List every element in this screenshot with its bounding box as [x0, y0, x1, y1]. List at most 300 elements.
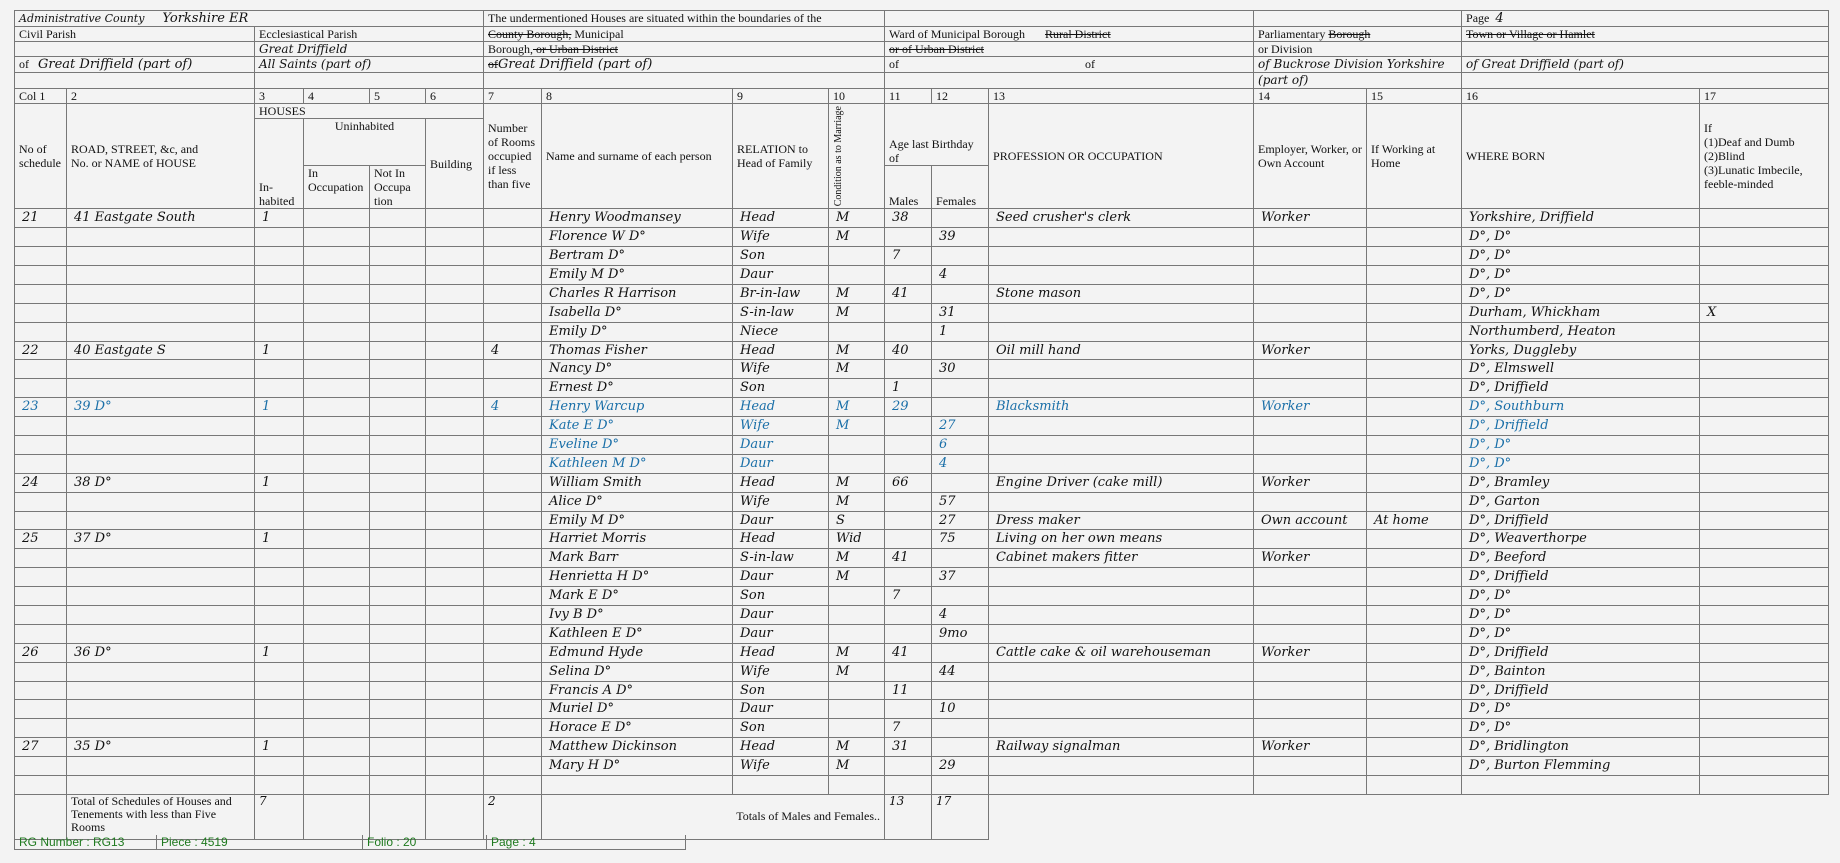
in-occupation-cell — [304, 587, 370, 606]
not-in-occupation-cell — [370, 530, 426, 549]
census-row — [15, 700, 1829, 719]
census-row — [15, 454, 1829, 473]
employment-status: Worker — [1254, 473, 1367, 492]
infirmity — [1700, 757, 1829, 776]
inhabited-count — [255, 492, 304, 511]
census-row — [15, 303, 1829, 322]
person-name: Harriet Morris — [542, 530, 733, 549]
in-occupation-cell — [304, 662, 370, 681]
building-cell — [426, 681, 484, 700]
female-age: 9mo — [932, 624, 989, 643]
schedule-number — [15, 265, 67, 284]
schedule-number — [15, 379, 67, 398]
occupation — [989, 605, 1254, 624]
person-name: Henry Warcup — [542, 398, 733, 417]
occupation — [989, 492, 1254, 511]
inhabited-count: 1 — [255, 643, 304, 662]
infirmity — [1700, 284, 1829, 303]
rooms-count — [484, 643, 542, 662]
employment-status — [1254, 662, 1367, 681]
employment-status — [1254, 719, 1367, 738]
building-cell — [426, 719, 484, 738]
rooms-count — [484, 492, 542, 511]
not-in-occupation-cell — [370, 700, 426, 719]
census-row — [15, 492, 1829, 511]
female-age: 27 — [932, 417, 989, 436]
female-age — [932, 473, 989, 492]
working-at-home — [1367, 265, 1462, 284]
inhabited-count — [255, 757, 304, 776]
inhabited-count — [255, 417, 304, 436]
road-address — [67, 568, 255, 587]
infirmity — [1700, 719, 1829, 738]
marital-condition: M — [829, 757, 885, 776]
person-name: Florence W D° — [542, 228, 733, 247]
occupation — [989, 757, 1254, 776]
male-age: 1 — [885, 379, 932, 398]
rooms-count — [484, 738, 542, 757]
road-address — [67, 662, 255, 681]
female-age: 4 — [932, 265, 989, 284]
marital-condition — [829, 435, 885, 454]
building-cell — [426, 643, 484, 662]
working-at-home — [1367, 228, 1462, 247]
employment-status: Worker — [1254, 738, 1367, 757]
building-cell — [426, 379, 484, 398]
col-1: Col 1 — [15, 89, 67, 104]
infirmity — [1700, 549, 1829, 568]
birthplace: Yorks, Duggleby — [1462, 341, 1700, 360]
inhabited-count — [255, 454, 304, 473]
rural-district-struck: Rural District — [1045, 27, 1111, 41]
female-age — [932, 379, 989, 398]
building-cell — [426, 605, 484, 624]
rooms-count — [484, 605, 542, 624]
working-at-home — [1367, 662, 1462, 681]
employment-status — [1254, 247, 1367, 266]
boundaries-text: The undermentioned Houses are situated within the boundaries of the — [484, 11, 885, 27]
male-age: 29 — [885, 398, 932, 417]
occupation: Blacksmith — [989, 398, 1254, 417]
town-village-struck: Town or Village or Hamlet — [1462, 27, 1829, 42]
in-occupation-cell — [304, 360, 370, 379]
inhabited-count — [255, 265, 304, 284]
working-at-home — [1367, 473, 1462, 492]
employment-status — [1254, 587, 1367, 606]
person-name: Matthew Dickinson — [542, 738, 733, 757]
building-cell — [426, 587, 484, 606]
not-in-occupation-cell — [370, 398, 426, 417]
person-name: Alice D° — [542, 492, 733, 511]
building-cell — [426, 247, 484, 266]
inhabited-count — [255, 719, 304, 738]
inhabited-count: 1 — [255, 530, 304, 549]
col-13: 13 — [989, 89, 1254, 104]
road-address: 41 Eastgate South — [67, 209, 255, 228]
infirmity-line-3: (2)Blind — [1704, 149, 1745, 164]
in-occupation-cell — [304, 322, 370, 341]
male-age: 41 — [885, 643, 932, 662]
not-in-occupation-cell — [370, 624, 426, 643]
inhabited-count — [255, 435, 304, 454]
occupation — [989, 454, 1254, 473]
relation-to-head: Wife — [733, 492, 829, 511]
rooms-count — [484, 454, 542, 473]
marital-condition: M — [829, 209, 885, 228]
male-age: 7 — [885, 247, 932, 266]
birthplace — [1462, 775, 1700, 794]
census-row — [15, 624, 1829, 643]
inhabited-count — [255, 284, 304, 303]
building-cell — [426, 624, 484, 643]
schedule-number: 22 — [15, 341, 67, 360]
relation-to-head: Wife — [733, 757, 829, 776]
marital-condition: M — [829, 738, 885, 757]
road-address — [67, 624, 255, 643]
birthplace: D°, D° — [1462, 435, 1700, 454]
birthplace: Durham, Whickham — [1462, 303, 1700, 322]
not-in-occupation-cell — [370, 379, 426, 398]
person-name: Kathleen E D° — [542, 624, 733, 643]
road-header-line-2: No. or NAME of HOUSE — [71, 156, 196, 171]
census-row — [15, 738, 1829, 757]
inhabited-count: 1 — [255, 738, 304, 757]
census-row — [15, 662, 1829, 681]
borough-value: Great Driffield (part of) — [498, 57, 653, 72]
road-address: 40 Eastgate S — [67, 341, 255, 360]
female-age: 39 — [932, 228, 989, 247]
in-occupation-cell — [304, 284, 370, 303]
building-cell — [426, 549, 484, 568]
road-address: 35 D° — [67, 738, 255, 757]
col-15: 15 — [1367, 89, 1462, 104]
person-name: Emily D° — [542, 322, 733, 341]
birthplace: Northumberd, Heaton — [1462, 322, 1700, 341]
not-in-occupation-cell — [370, 757, 426, 776]
employment-status: Worker — [1254, 341, 1367, 360]
female-age: 44 — [932, 662, 989, 681]
not-in-occupation-cell — [370, 492, 426, 511]
marital-condition: M — [829, 303, 885, 322]
col-3: 3 — [255, 89, 304, 104]
occupation: Oil mill hand — [989, 341, 1254, 360]
marital-condition: M — [829, 662, 885, 681]
employer-header: Employer, Worker, or Own Account — [1254, 104, 1367, 209]
building-cell — [426, 265, 484, 284]
location-row-3 — [15, 42, 1829, 57]
male-age — [885, 492, 932, 511]
inhabited-count: 1 — [255, 209, 304, 228]
schedule-number: 24 — [15, 473, 67, 492]
admin-county-value: Yorkshire ER — [162, 11, 249, 26]
relation-to-head: Head — [733, 738, 829, 757]
in-occupation-cell — [304, 473, 370, 492]
in-occupation-cell — [304, 643, 370, 662]
birthplace: D°, Beeford — [1462, 549, 1700, 568]
road-address — [67, 605, 255, 624]
building-cell — [426, 775, 484, 794]
person-name: William Smith — [542, 473, 733, 492]
marital-condition: Wid — [829, 530, 885, 549]
occupation — [989, 681, 1254, 700]
eccl-parish-label: Ecclesiastical Parish — [255, 27, 484, 42]
infirmity — [1700, 738, 1829, 757]
location-row-5 — [15, 73, 1829, 89]
occupation — [989, 265, 1254, 284]
infirmity — [1700, 341, 1829, 360]
inhabited-count — [255, 303, 304, 322]
males-header: Males — [885, 166, 932, 209]
in-occupation-cell — [304, 757, 370, 776]
relation-to-head: Son — [733, 247, 829, 266]
inhabited-count — [255, 322, 304, 341]
schedule-number — [15, 247, 67, 266]
census-row — [15, 322, 1829, 341]
male-age — [885, 568, 932, 587]
birthplace: D°, Garton — [1462, 492, 1700, 511]
civil-parish-of: of — [19, 57, 29, 71]
male-age: 7 — [885, 587, 932, 606]
building-cell — [426, 303, 484, 322]
infirmity — [1700, 209, 1829, 228]
relation-to-head: S-in-law — [733, 303, 829, 322]
male-age — [885, 700, 932, 719]
totals-inhabited: 7 — [255, 794, 304, 839]
female-age — [932, 209, 989, 228]
inhabited-count — [255, 775, 304, 794]
relation-to-head: Daur — [733, 624, 829, 643]
female-age — [932, 341, 989, 360]
inhabited-count — [255, 228, 304, 247]
birthplace: D°, Bramley — [1462, 473, 1700, 492]
location-row-2 — [15, 27, 1829, 42]
schedule-number — [15, 624, 67, 643]
working-at-home — [1367, 360, 1462, 379]
col-16: 16 — [1462, 89, 1700, 104]
name-header: Name and surname of each person — [542, 104, 733, 209]
not-in-occupation-cell — [370, 247, 426, 266]
marital-condition — [829, 681, 885, 700]
infirmity — [1700, 360, 1829, 379]
marital-condition — [829, 379, 885, 398]
occupation: Railway signalman — [989, 738, 1254, 757]
occupation — [989, 247, 1254, 266]
not-in-occupation-cell — [370, 454, 426, 473]
or-division: or Division — [1254, 42, 1462, 57]
inhabited-count: 1 — [255, 473, 304, 492]
employment-status — [1254, 284, 1367, 303]
marital-condition: M — [829, 398, 885, 417]
infirmity — [1700, 511, 1829, 530]
person-name: Ernest D° — [542, 379, 733, 398]
rooms-header: Number of Rooms occupied if less than five — [484, 104, 542, 209]
road-address — [67, 700, 255, 719]
male-age — [885, 360, 932, 379]
male-age — [885, 303, 932, 322]
female-age: 1 — [932, 322, 989, 341]
female-age: 29 — [932, 757, 989, 776]
infirmity — [1700, 681, 1829, 700]
infirmity — [1700, 643, 1829, 662]
not-in-occupation-cell — [370, 435, 426, 454]
inhabited-count — [255, 568, 304, 587]
male-age: 7 — [885, 719, 932, 738]
relation-to-head: Daur — [733, 700, 829, 719]
schedule-number — [15, 284, 67, 303]
not-in-occupation-cell — [370, 303, 426, 322]
not-in-occupation-cell — [370, 681, 426, 700]
census-row — [15, 228, 1829, 247]
schedule-number — [15, 681, 67, 700]
person-name: Muriel D° — [542, 700, 733, 719]
marital-condition: M — [829, 568, 885, 587]
infirmity — [1700, 605, 1829, 624]
female-age — [932, 549, 989, 568]
birthplace: D°, Driffield — [1462, 379, 1700, 398]
marital-condition — [829, 624, 885, 643]
marital-condition: M — [829, 549, 885, 568]
marital-condition: M — [829, 473, 885, 492]
relation-header: RELATION to Head of Family — [733, 104, 829, 209]
employment-status — [1254, 360, 1367, 379]
building-cell — [426, 360, 484, 379]
schedule-number — [15, 587, 67, 606]
male-age: 66 — [885, 473, 932, 492]
col-7: 7 — [484, 89, 542, 104]
census-row — [15, 681, 1829, 700]
building-cell — [426, 322, 484, 341]
not-in-occupation-cell — [370, 719, 426, 738]
employment-status — [1254, 757, 1367, 776]
road-address — [67, 775, 255, 794]
building-cell — [426, 341, 484, 360]
schedule-number — [15, 568, 67, 587]
not-in-occupation-cell — [370, 284, 426, 303]
col-2: 2 — [67, 89, 255, 104]
inhabited-count: 1 — [255, 398, 304, 417]
male-age: 41 — [885, 284, 932, 303]
occupation — [989, 303, 1254, 322]
occupation — [989, 587, 1254, 606]
schedule-header: No of schedule — [15, 104, 67, 209]
infirmity: X — [1700, 303, 1829, 322]
employment-status — [1254, 379, 1367, 398]
schedule-number — [15, 303, 67, 322]
birthplace: D°, Southburn — [1462, 398, 1700, 417]
female-age: 31 — [932, 303, 989, 322]
birthplace: D°, D° — [1462, 228, 1700, 247]
person-name: Mark E D° — [542, 587, 733, 606]
relation-to-head: Br-in-law — [733, 284, 829, 303]
infirmity — [1700, 568, 1829, 587]
houses-header: HOUSES — [255, 104, 484, 119]
not-in-occupation-cell — [370, 549, 426, 568]
infirmity — [1700, 492, 1829, 511]
relation-to-head: Daur — [733, 454, 829, 473]
birthplace: D°, Elmswell — [1462, 360, 1700, 379]
male-age — [885, 454, 932, 473]
not-in-occupation-cell — [370, 511, 426, 530]
working-at-home — [1367, 303, 1462, 322]
female-age — [932, 398, 989, 417]
inhabited-count — [255, 700, 304, 719]
marital-condition — [829, 605, 885, 624]
person-name: Selina D° — [542, 662, 733, 681]
borough-of-struck: of — [488, 57, 498, 71]
working-at-home — [1367, 587, 1462, 606]
inhabited-count — [255, 360, 304, 379]
town-value: of Great Driffield (part of) — [1462, 57, 1829, 73]
census-row — [15, 341, 1829, 360]
rooms-count — [484, 303, 542, 322]
working-at-home — [1367, 247, 1462, 266]
infirmity — [1700, 775, 1829, 794]
marital-condition — [829, 322, 885, 341]
building-cell — [426, 662, 484, 681]
occupation: Dress maker — [989, 511, 1254, 530]
relation-to-head: Head — [733, 209, 829, 228]
totals-row — [15, 794, 1829, 839]
working-at-home — [1367, 209, 1462, 228]
employment-status — [1254, 435, 1367, 454]
rooms-count — [484, 775, 542, 794]
male-age — [885, 511, 932, 530]
infirmity — [1700, 700, 1829, 719]
piece-number: Piece : 4519 — [156, 835, 363, 850]
employment-status — [1254, 681, 1367, 700]
occupation: Seed crusher's clerk — [989, 209, 1254, 228]
birthplace: D°, D° — [1462, 605, 1700, 624]
male-age — [885, 435, 932, 454]
totals-females: 17 — [932, 794, 989, 839]
schedule-number: 23 — [15, 398, 67, 417]
employment-status — [1254, 700, 1367, 719]
person-name: Henry Woodmansey — [542, 209, 733, 228]
employment-status — [1254, 417, 1367, 436]
marital-condition: M — [829, 360, 885, 379]
road-address — [67, 379, 255, 398]
person-name: Emily M D° — [542, 511, 733, 530]
infirmity — [1700, 417, 1829, 436]
occupation: Stone mason — [989, 284, 1254, 303]
female-age: 30 — [932, 360, 989, 379]
schedule-number: 21 — [15, 209, 67, 228]
occupation: Cattle cake & oil warehouseman — [989, 643, 1254, 662]
census-entries — [15, 209, 1829, 795]
person-name: Ivy B D° — [542, 605, 733, 624]
in-occupation-cell — [304, 492, 370, 511]
male-age — [885, 757, 932, 776]
female-age — [932, 719, 989, 738]
building-cell — [426, 454, 484, 473]
employment-status — [1254, 568, 1367, 587]
working-at-home — [1367, 624, 1462, 643]
rooms-count — [484, 209, 542, 228]
census-row — [15, 719, 1829, 738]
working-at-home — [1367, 605, 1462, 624]
parliamentary-label: Parliamentary — [1258, 27, 1326, 41]
totals-males: 13 — [885, 794, 932, 839]
county-borough-rest: Municipal — [571, 27, 624, 41]
admin-county-label: Administrative County — [19, 12, 145, 25]
building-cell — [426, 435, 484, 454]
occupation-header: PROFESSION OR OCCUPATION — [989, 104, 1254, 209]
occupation — [989, 700, 1254, 719]
census-row — [15, 605, 1829, 624]
ward-urban-struck: or of Urban District — [885, 42, 1254, 57]
person-name: Charles R Harrison — [542, 284, 733, 303]
female-age — [932, 775, 989, 794]
